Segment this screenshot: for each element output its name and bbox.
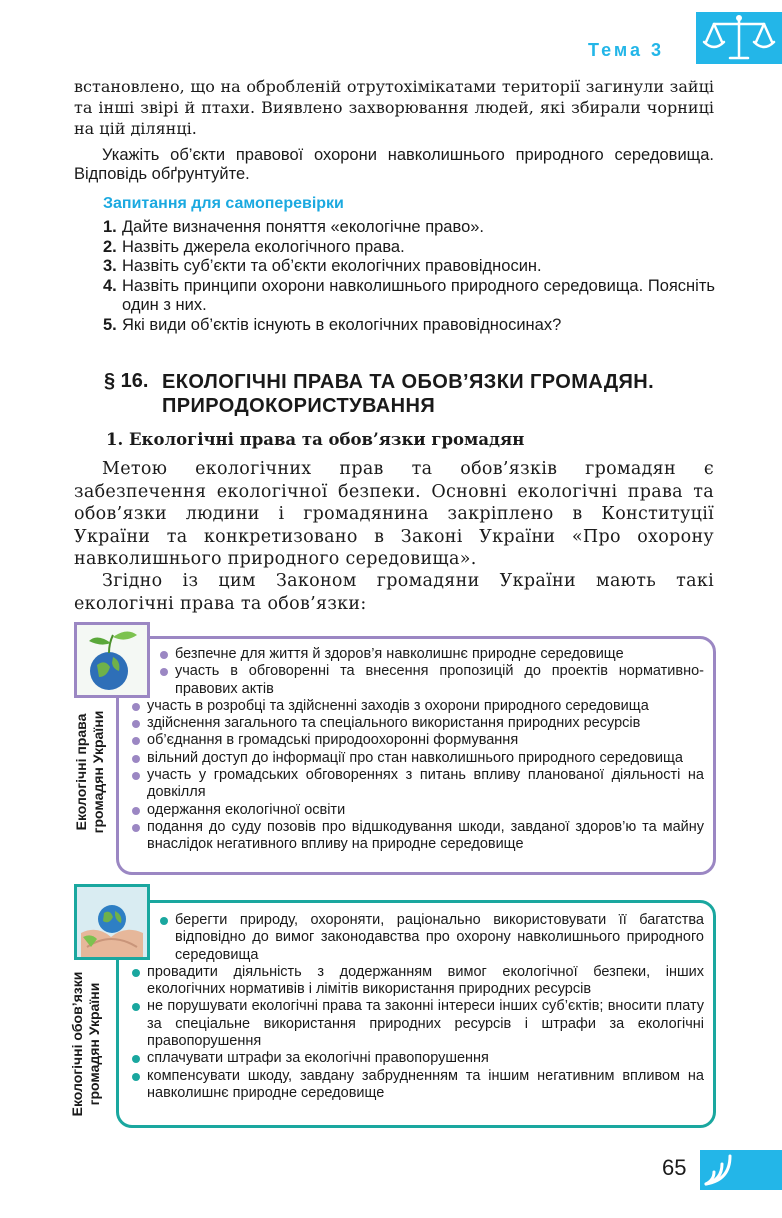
item-text: Назвіть суб’єкти та об’єкти екологічних правовідносин. [122,257,542,275]
item-text: не порушувати екологічні права та законні інтереси інших суб’єктів; вносити плату за спеціальне використання природних ресурсів і штрафи за екологічні правопорушення [147,998,704,1050]
list-item [130,715,704,732]
bullet-dot [160,668,168,676]
list-item [130,750,704,767]
scales-of-justice-icon [696,12,782,64]
list-item [130,732,704,749]
body-paragraph: Метою екологічних прав та обов’язків громадян є забезпечення екологічної безпеки. Основні екологічні права та обов’язки людини і громадянина закріплено в Конституції України та конкретизовано в Законі України «Про охорону навколишнього природного середовища». [74,459,714,569]
rights-box-label [73,687,109,857]
bullet-dot [132,824,140,832]
list-item [130,819,704,854]
bullet-dot [132,969,140,977]
item-text: об’єднання в громадські природоохоронні формування [147,732,519,749]
item-text: берегти природу, охороняти, раціонально використовувати її багатства відповідно до вимог законодавства про охорону навколишнього природного середовища [175,912,704,963]
list-item [103,316,715,336]
bullet-dot [132,772,140,780]
bullet-dot [132,703,140,711]
subheading: 1. Екологічні права та обов’язки громадян [106,430,525,449]
section-title: ЕКОЛОГІЧНІ ПРАВА ТА ОБОВ’ЯЗКИ ГРОМАДЯН. ПРИРОДОКОРИСТУВАННЯ [162,371,655,417]
page-number: 65 [662,1155,687,1180]
label-line: громадян України [86,982,102,1106]
item-text: участь в обговоренні та внесення пропозицій до проектів нормативно-правових актів [175,663,704,697]
list-item [158,912,704,964]
bullet-dot [132,1055,140,1063]
list-item [103,257,715,277]
list-item [130,1050,704,1067]
bullet-dot [132,807,140,815]
item-text: участь у громадських обговореннях з питань впливу планованої діяльності на довкілля [147,767,704,801]
label-line: Екологічні права [73,713,89,831]
item-text: Які види об’єктів існують в екологічних правовідносинах? [122,315,562,334]
list-item [130,998,704,1050]
body-paragraph: Згідно із цим Законом громадяни України мають такі екологічні права та обов’язки: [74,571,714,614]
item-text: Назвіть принципи охорони навколишнього природного середовища. Поясніть один з них. [122,276,715,314]
item-text: компенсувати шкоду, завдану забрудненням та іншим негативним впливом на навколишнє природне середовище [147,1067,704,1101]
item-number: 4. [103,276,117,295]
duties-box-label [69,939,105,1149]
item-text: участь в розробці та здійсненні заходів з охорони природного середовища [147,697,649,714]
list-item [103,238,715,258]
theme-label: Тема 3 [588,40,664,60]
item-text: безпечне для життя й здоров’я навколишнє природне середовище [175,646,624,662]
bullet-dot [160,651,168,659]
list-item [130,767,704,802]
item-text: здійснення загального та спеціального використання природних ресурсів [147,715,641,732]
label-line: громадян України [90,710,106,834]
item-text: Назвіть джерела екологічного права. [122,237,405,256]
item-text: одержання екологічної освіти [147,801,346,818]
item-text: Дайте визначення поняття «екологічне право». [122,218,485,236]
list-item [103,218,715,238]
list-item [130,1068,704,1103]
bullet-dot [132,737,140,745]
self-check-title: Запитання для самоперевірки [103,195,344,212]
rights-list [130,646,704,854]
signal-waves-icon [700,1150,782,1190]
item-text: сплачувати штрафи за екологічні правопорушення [147,1050,489,1067]
item-text: провадити діяльність з додержанням вимог екологічної безпеки, інших екологічних нормативів і лімітів використання природних ресурсів [147,963,704,998]
intro-paragraph: встановлено, що на обробленій отрутохімікатами території загинули зайці та інші звірі й птахи. Виявлено захворювання людей, які збирали чорниці на цій ділянці. [74,77,714,138]
item-number: 2. [103,237,117,256]
list-item [103,277,715,316]
self-check-list [103,218,715,335]
list-item [130,802,704,819]
item-number: 5. [103,315,117,334]
task-paragraph: Укажіть об’єкти правової охорони навколишнього природного середовища. Відповідь обґрунтуйте. [74,146,714,183]
list-item [158,663,704,698]
bullet-dot [160,917,168,925]
list-item [130,698,704,715]
item-text: вільний доступ до інформації про стан навколишнього природного середовища [147,749,683,766]
item-number: 1. [103,218,117,236]
list-item [158,646,704,663]
list-item [130,964,704,999]
item-number: 3. [103,257,117,275]
bullet-dot [132,1073,140,1081]
duties-list [130,912,704,1102]
label-line: Екологічні обов’язки [69,971,85,1117]
item-text: подання до суду позовів про відшкодування шкоди, завданої здоров’ю та майну внаслідок негативного впливу на природне середовище [147,818,704,853]
section-number: § 16. [104,370,149,392]
bullet-dot [132,1003,140,1011]
bullet-dot [132,720,140,728]
bullet-dot [132,755,140,763]
